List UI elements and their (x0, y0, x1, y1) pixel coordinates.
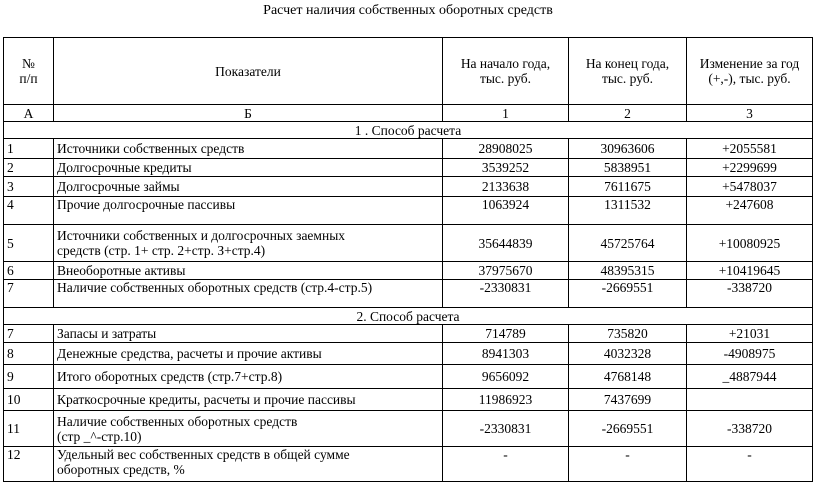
row-end-value: 4032328 (569, 343, 687, 365)
row-change-value: +5478037 (687, 177, 813, 197)
row-start-value: 3539252 (443, 159, 569, 177)
row-start-value: 37975670 (443, 262, 569, 280)
row-indicator: Внеоборотные активы (54, 262, 443, 280)
table-row (4, 262, 813, 280)
row-indicator: Источники собственных и долгосрочных заемных средств (стр. 1+ стр. 2+стр. З+стр.4) (54, 225, 443, 262)
row-end-value: 735820 (569, 325, 687, 343)
index-cell: 1 (443, 105, 569, 122)
table-row (4, 325, 813, 343)
row-number: 11 (4, 411, 54, 447)
row-number: 10 (4, 389, 54, 411)
header-change: Изменение за год (+,-), тыс. руб. (687, 38, 813, 105)
header-number: № п/п (4, 38, 54, 105)
row-indicator: Итого оборотных средств (стр.7+стр.8) (54, 365, 443, 389)
row-number: 6 (4, 262, 54, 280)
row-change-value (687, 389, 813, 411)
row-end-value: -2669551 (569, 280, 687, 308)
table-row (4, 389, 813, 411)
row-indicator: Удельный вес собственных средств в общей сумме оборотных средств, % (54, 447, 443, 482)
row-end-value: 45725764 (569, 225, 687, 262)
index-cell: 3 (687, 105, 813, 122)
section-title: 2. Способ расчета (4, 308, 813, 325)
row-change-value: +10419645 (687, 262, 813, 280)
row-start-value: 35644839 (443, 225, 569, 262)
index-cell: А (4, 105, 54, 122)
row-number: 7 (4, 280, 54, 308)
row-change-value: - (687, 447, 813, 482)
row-indicator: Наличие собственных оборотных средств (стр _^-стр.10) (54, 411, 443, 447)
header-row (4, 38, 813, 105)
row-end-value: 1311532 (569, 197, 687, 225)
section-row (4, 122, 813, 139)
row-number: 5 (4, 225, 54, 262)
row-start-value: -2330831 (443, 411, 569, 447)
row-number: 12 (4, 447, 54, 482)
row-indicator: Долгосрочные займы (54, 177, 443, 197)
row-indicator: Источники собственных средств (54, 139, 443, 159)
row-number: 8 (4, 343, 54, 365)
index-row (4, 105, 813, 122)
row-indicator: Запасы и затраты (54, 325, 443, 343)
row-end-value: 4768148 (569, 365, 687, 389)
section-row (4, 308, 813, 325)
row-number: 7 (4, 325, 54, 343)
row-number: 2 (4, 159, 54, 177)
row-indicator: Наличие собственных оборотных средств (стр.4-стр.5) (54, 280, 443, 308)
table-row (4, 280, 813, 308)
row-start-value: 8941303 (443, 343, 569, 365)
row-end-value: 5838951 (569, 159, 687, 177)
header-indicators: Показатели (54, 38, 443, 105)
row-indicator: Прочие долгосрочные пассивы (54, 197, 443, 225)
row-end-value: 30963606 (569, 139, 687, 159)
row-end-value: -2669551 (569, 411, 687, 447)
row-change-value: -338720 (687, 280, 813, 308)
row-indicator: Долгосрочные кредиты (54, 159, 443, 177)
row-end-value: - (569, 447, 687, 482)
row-start-value: 714789 (443, 325, 569, 343)
row-indicator: Краткосрочные кредиты, расчеты и прочие пассивы (54, 389, 443, 411)
row-start-value: 2133638 (443, 177, 569, 197)
row-start-value: 28908025 (443, 139, 569, 159)
row-change-value: +21031 (687, 325, 813, 343)
row-number: 3 (4, 177, 54, 197)
page-title: Расчет наличия собственных оборотных средств (263, 3, 553, 18)
table-row (4, 139, 813, 159)
row-start-value: 11986923 (443, 389, 569, 411)
row-number: 9 (4, 365, 54, 389)
row-number: 4 (4, 197, 54, 225)
working-capital-table (3, 37, 813, 482)
row-change-value: +10080925 (687, 225, 813, 262)
header-start-year: На начало года, тыс. руб. (443, 38, 569, 105)
table-row (4, 177, 813, 197)
row-indicator: Денежные средства, расчеты и прочие активы (54, 343, 443, 365)
table-row (4, 197, 813, 225)
row-change-value: +2299699 (687, 159, 813, 177)
row-change-value: -4908975 (687, 343, 813, 365)
section-title: 1 . Способ расчета (4, 122, 813, 139)
row-number: 1 (4, 139, 54, 159)
row-start-value: - (443, 447, 569, 482)
row-end-value: 7437699 (569, 389, 687, 411)
table-row (4, 411, 813, 447)
row-start-value: -2330831 (443, 280, 569, 308)
index-cell: 2 (569, 105, 687, 122)
row-change-value: _4887944 (687, 365, 813, 389)
table-row (4, 365, 813, 389)
row-change-value: +2055581 (687, 139, 813, 159)
row-end-value: 7611675 (569, 177, 687, 197)
index-cell: Б (54, 105, 443, 122)
row-end-value: 48395315 (569, 262, 687, 280)
row-change-value: +247608 (687, 197, 813, 225)
row-change-value: -338720 (687, 411, 813, 447)
table-row (4, 343, 813, 365)
table-row (4, 225, 813, 262)
table-row (4, 447, 813, 482)
table-row (4, 159, 813, 177)
row-start-value: 1063924 (443, 197, 569, 225)
row-start-value: 9656092 (443, 365, 569, 389)
header-end-year: На конец года, тыс. руб. (569, 38, 687, 105)
